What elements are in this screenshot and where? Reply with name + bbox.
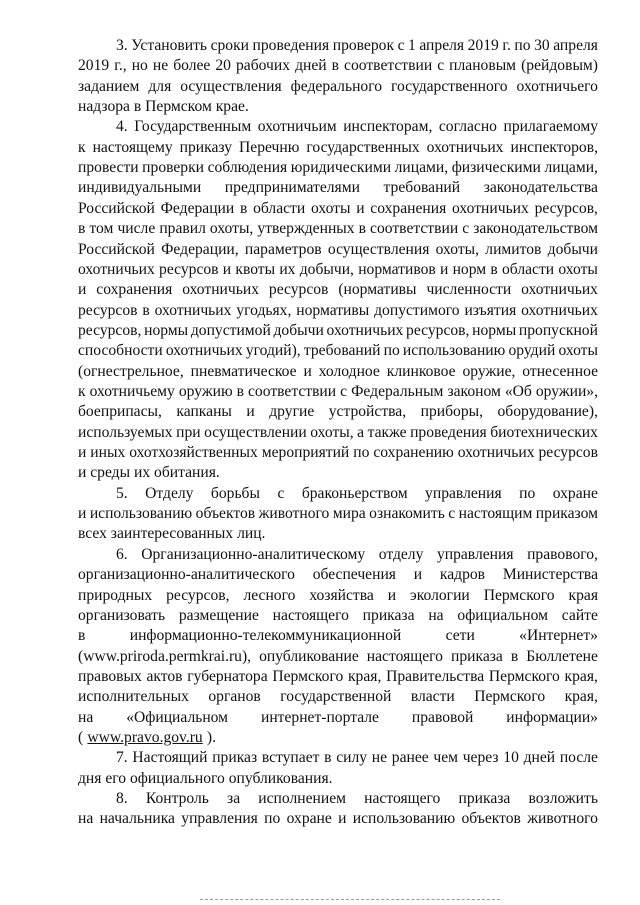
text-line: и среды их обитания. <box>78 464 220 482</box>
text-line: Российской Федерации, параметров осуществления охоты, лимитов добычи <box>78 240 598 258</box>
text-line: и использованию объектов животного мира ознакомить с настоящим приказом <box>78 505 598 523</box>
text-line: заданием для осуществления федерального государственного охотничьего <box>78 77 598 95</box>
text-line: организовать размещение настоящего приказа на официальном сайте <box>78 606 598 624</box>
text-line: 6. Организационно-аналитическому отделу управления правового, <box>116 545 598 563</box>
text-line: 8. Контроль за исполнением настоящего приказа возложить <box>116 790 598 807</box>
text-line: (огнестрельное, пневматическое и холодное клинковое оружие, отнесенное <box>78 362 598 380</box>
text-line: боеприпасы, капканы и другие устройства, приборы, оборудование), <box>78 403 598 421</box>
text-line: используемых при осуществлении охоты, а также проведения биотехнических <box>78 423 598 441</box>
text-line: (www.priroda.permkrai.ru), опубликование настоящего приказа в Бюллетене <box>78 647 598 665</box>
text-line: ресурсов, нормы допустимой добычи охотничьих ресурсов, нормы пропускной <box>78 321 598 339</box>
text-line: на «Официальном интернет-портале правовой информации» <box>78 708 598 726</box>
text-line: провести проверки соблюдения юридическими лицами, физическими лицами, <box>78 159 598 177</box>
text-line: и сохранения охотничьих ресурсов (нормативы численности охотничьих <box>78 281 598 299</box>
text-line: ( www.pravo.gov.ru ). <box>78 728 217 746</box>
text-line: природных ресурсов, лесного хозяйства и экологии Пермского края <box>78 586 598 604</box>
text-line: в информационно-телекоммуникационной сети «Интернет» <box>78 627 598 645</box>
text-line: исполнительных органов государственной власти Пермского края, <box>78 688 598 706</box>
text-line: организационно-аналитического обеспечения и кадров Министерства <box>78 566 598 584</box>
text-line: 2019 г., но не более 20 рабочих дней в соответствии с плановым (рейдовым) <box>78 57 598 75</box>
text-line: дня его официального опубликования. <box>78 769 333 787</box>
text-line: к настоящему приказу Перечню государственных охотничьих инспекторов, <box>78 138 598 156</box>
text-line: 3. Установить сроки проведения проверок с 1 апреля 2019 г. по 30 апреля <box>116 37 598 54</box>
text-line: 7. Настоящий приказ вступает в силу не ранее чем через 10 дней после <box>116 749 598 767</box>
text-line: 4. Государственным охотничьим инспекторам, согласно прилагаемому <box>116 118 598 136</box>
text-line: 5. Отделу борьбы с браконьерством управления по охране <box>116 484 598 502</box>
text-line: индивидуальными предпринимателями требований законодательства <box>78 179 598 197</box>
text-line: способности охотничьих угодий), требований по использованию орудий охоты <box>78 342 598 360</box>
text-line: Российской Федерации в области охоты и сохранения охотничьих ресурсов, <box>78 199 598 217</box>
page-bottom-rule <box>200 899 500 900</box>
text-line: охотничьих ресурсов и квоты их добычи, нормативов и норм в области охоты <box>78 260 598 278</box>
text-line: и иных охотхозяйственных мероприятий по сохранению охотничьих ресурсов <box>78 444 598 461</box>
text-line: в том числе правил охоты, утвержденных в соответствии с законодательством <box>78 220 598 238</box>
text-line: надзора в Пермском крае. <box>78 98 249 116</box>
text-line: всех заинтересованных лиц. <box>78 525 266 543</box>
text-line: правовых актов губернатора Пермского края, Правительства Пермского края, <box>78 667 598 685</box>
text-line: к охотничьему оружию в соответствии с Федеральным законом «Об оружии», <box>78 383 598 400</box>
text-line: ресурсов в охотничьих угодьях, нормативы допустимого изъятия охотничьих <box>78 301 598 319</box>
text-line: на начальника управления по охране и использованию объектов животного <box>78 810 598 828</box>
